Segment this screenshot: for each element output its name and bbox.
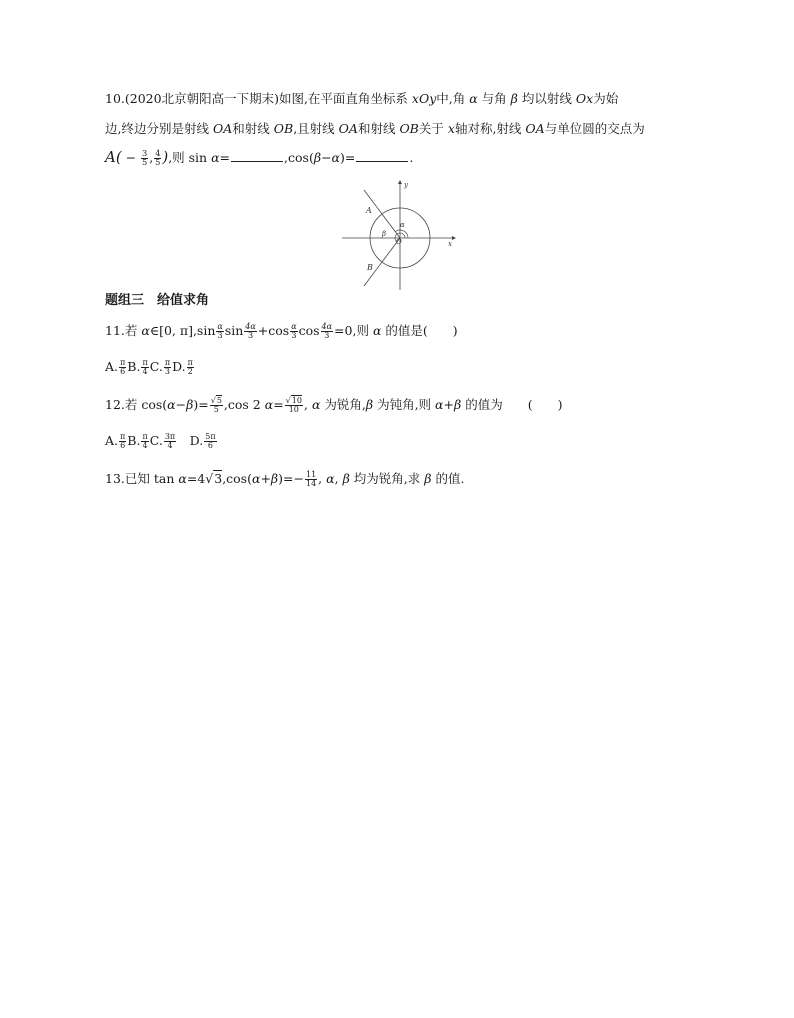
q12-options bbox=[105, 432, 218, 450]
var-alpha: α bbox=[469, 91, 478, 106]
fraction-11-14: $\frac{11}{14}$ bbox=[305, 470, 317, 488]
fraction-sqrt5-5: $\frac{√5}{5}$ bbox=[210, 396, 222, 414]
label-point-a: A bbox=[366, 206, 372, 215]
q12-option-b[interactable]: B. $\frac{\pi}{4}$ bbox=[127, 432, 148, 450]
fraction-4-5: $\frac{4}{5}$ bbox=[155, 149, 161, 167]
q12-stem: 12.若 cos(α−β)= $\frac{√5}{5}$ ,cos 2 α= $\frac{√10}{10}$ , α 为锐角,β 为钝角,则 α+β 的值为 ( ) bbox=[105, 396, 563, 414]
x-axis-arrow bbox=[452, 236, 456, 240]
label-alpha: α bbox=[400, 221, 405, 229]
label-x: x bbox=[448, 240, 452, 248]
answer-blank-sin[interactable] bbox=[231, 149, 283, 162]
fraction-alpha-3: $\frac{\alpha}{3}$ bbox=[217, 322, 223, 340]
fraction-4alpha-3: $\frac{4\alpha}{3}$ bbox=[245, 322, 256, 340]
y-axis-arrow bbox=[398, 180, 402, 184]
fraction-alpha-3b: $\frac{\alpha}{3}$ bbox=[291, 322, 297, 340]
q10-line-1: 10.(2020北京朝阳高一下期末)如图,在平面直角坐标系 xOy中,角 α 与角 β 均以射线 Ox为始 bbox=[105, 91, 619, 106]
q13-stem: 13.已知 tan α=4√3,cos(α+β)=− $\frac{11}{14}$ , α, β 均为锐角,求 β 的值. bbox=[105, 470, 465, 488]
fraction-sqrt10-10: $\frac{√10}{10}$ bbox=[285, 396, 302, 414]
point-a-label: A bbox=[105, 148, 116, 166]
label-origin: O bbox=[396, 238, 402, 246]
label-y: y bbox=[404, 181, 408, 189]
fraction-4alpha-3b: $\frac{4\alpha}{3}$ bbox=[321, 322, 333, 340]
label-beta: β bbox=[382, 230, 387, 238]
ray-ob bbox=[364, 238, 400, 286]
unit-circle-figure bbox=[340, 178, 460, 290]
q11-option-d[interactable]: D. $\frac{\pi}{2}$ bbox=[172, 358, 193, 376]
q11-option-a[interactable]: A. $\frac{\pi}{6}$ bbox=[105, 358, 126, 376]
section-heading: 题组三 给值求角 bbox=[105, 293, 210, 308]
q11-options bbox=[105, 358, 195, 376]
q10-line-3: A( − $\frac{3}{5}$ , $\frac{4}{5}$ ),则 sin α= ,cos(β−α)= . bbox=[105, 148, 414, 167]
q11-option-c[interactable]: C. $\frac{\pi}{3}$ bbox=[149, 358, 171, 376]
var-ox: Ox bbox=[575, 91, 594, 106]
label-point-b: B bbox=[367, 263, 373, 272]
q12-option-d[interactable]: D. $\frac{5\pi}{6}$ bbox=[177, 432, 216, 450]
q11-stem: 11.若 α∈[0, π],sin $\frac{\alpha}{3}$ sin $\frac{4\alpha}{3}$ +cos $\frac{\alpha}{3}$ cos $\frac{4\alpha}{3}$ =0,则 α 的值是( ) bbox=[105, 322, 458, 340]
q12-option-c[interactable]: C. $\frac{3\pi}{4}$ bbox=[149, 432, 176, 450]
q12-option-a[interactable]: A. $\frac{\pi}{6}$ bbox=[105, 432, 126, 450]
var-xoy: xOy bbox=[411, 91, 437, 106]
q11-option-b[interactable]: B. $\frac{\pi}{4}$ bbox=[127, 358, 148, 376]
answer-blank-cos[interactable] bbox=[356, 149, 408, 162]
fraction-neg-3-5: $\frac{3}{5}$ bbox=[142, 149, 148, 167]
var-beta: β bbox=[510, 91, 518, 106]
q10-line-2: 边,终边分别是射线 OA和射线 OB,且射线 OA和射线 OB关于 x轴对称,射线 OA与单位圆的交点为 bbox=[105, 121, 645, 136]
